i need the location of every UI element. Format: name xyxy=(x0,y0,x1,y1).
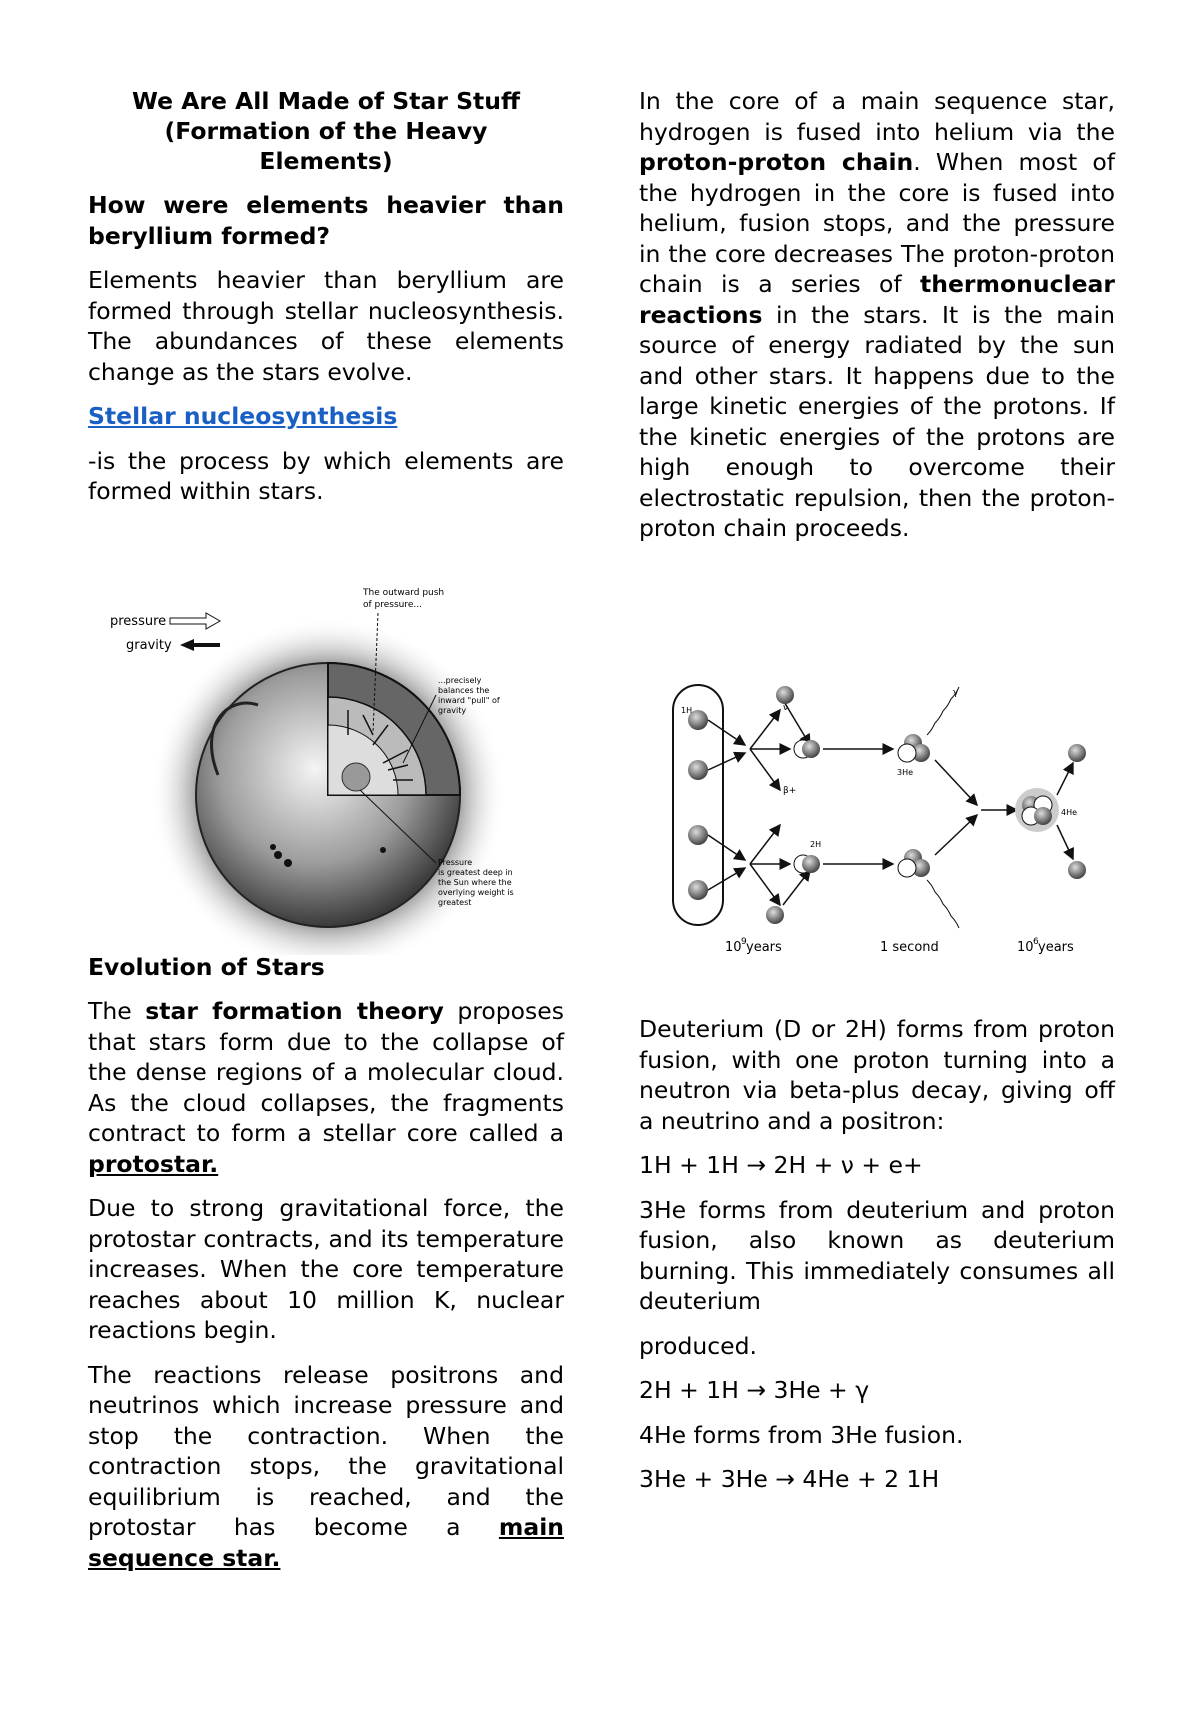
svg-text:4He: 4He xyxy=(1061,808,1078,817)
svg-text:gravity: gravity xyxy=(438,706,467,715)
svg-text:overlying weight is: overlying weight is xyxy=(438,888,514,897)
svg-text:Pressure: Pressure xyxy=(438,858,473,867)
gravity-arrow-icon xyxy=(180,639,220,651)
definition-paragraph: -is the process by which elements are formed within stars. xyxy=(88,446,564,505)
reactions-section xyxy=(639,1014,1115,1509)
svg-text:inward "pull" of: inward "pull" of xyxy=(438,696,500,705)
svg-text:of pressure...: of pressure... xyxy=(363,600,422,610)
evolution-heading: Evolution of Stars xyxy=(88,953,325,981)
svg-text:years: years xyxy=(1038,940,1074,955)
evolution-section xyxy=(88,952,564,1587)
svg-text:the Sun where the: the Sun where the xyxy=(438,878,512,887)
equation-helium4: 3He + 3He → 4He + 2 1H xyxy=(639,1465,940,1493)
protostar-link[interactable]: protostar. xyxy=(88,1149,219,1178)
svg-text:The outward push: The outward push xyxy=(363,588,445,598)
main-sequence-link[interactable]: main sequence star. xyxy=(88,1513,564,1572)
svg-text:years: years xyxy=(746,940,782,955)
left-column xyxy=(88,86,564,521)
equation-helium3: 2H + 1H → 3He + γ xyxy=(639,1376,870,1404)
pressure-arrow-icon xyxy=(170,613,220,629)
svg-text:2H: 2H xyxy=(810,840,822,849)
produced-line: produced. xyxy=(639,1331,758,1360)
protostar-paragraph: Due to strong gravitational force, the protostar contracts, and its temperature increases. When the core temperature reaches about 10 million K, nuclear reactions begin. xyxy=(88,1194,564,1344)
main-sequence-paragraph: The reactions release positrons and neutrinos which increase pressure and stop the contraction. When the contraction stops, the gravitational equilibrium is reached, and the protostar has become a main sequence star. xyxy=(88,1360,564,1572)
svg-text:balances the: balances the xyxy=(438,686,490,695)
label-gravity: gravity xyxy=(126,638,172,653)
svg-text:β+: β+ xyxy=(783,786,797,796)
proton-proton-chain-diagram xyxy=(665,665,1125,960)
stellar-nucleosynthesis-link[interactable]: Stellar nucleosynthesis xyxy=(88,402,398,430)
gamma-wave-lower xyxy=(927,880,959,928)
question-heading: How were elements heavier than beryllium formed? xyxy=(88,191,564,250)
svg-text:10: 10 xyxy=(725,940,742,955)
svg-text:9: 9 xyxy=(741,937,747,947)
deuterium-nuclei xyxy=(766,686,820,924)
svg-text:...precisely: ...precisely xyxy=(438,676,482,685)
hydrogen-nuclei xyxy=(688,710,708,900)
stellar-nucleosynthesis-link-row xyxy=(88,401,564,432)
svg-text:γ: γ xyxy=(953,688,959,698)
svg-text:ν: ν xyxy=(783,703,789,713)
helium3-nuclei xyxy=(898,734,930,877)
right-column xyxy=(639,86,1115,558)
intro-paragraph: Elements heavier than beryllium are formed through stellar nucleosynthesis. The abundances of these elements change as the stars evolve. xyxy=(88,266,564,386)
svg-text:3He: 3He xyxy=(897,768,914,777)
svg-text:6: 6 xyxy=(1033,937,1039,947)
svg-text:1H: 1H xyxy=(681,706,693,715)
equation-deuterium: 1H + 1H → 2H + ν + e+ xyxy=(639,1151,923,1179)
star-core xyxy=(342,763,370,791)
svg-text:10: 10 xyxy=(1017,940,1034,955)
helium3-paragraph: 3He forms from deuterium and proton fusion, also known as deuterium burning. This immediately consumes all deuterium xyxy=(639,1195,1115,1315)
label-pressure: pressure xyxy=(110,614,167,629)
helium4-nucleus xyxy=(1022,796,1052,825)
star-formation-paragraph: The star formation theory proposes that stars form due to the collapse of the dense regions of a molecular cloud. As the cloud collapses, the fragments contract to form a stellar core called a protostar. xyxy=(88,997,564,1178)
document-title: We Are All Made of Star Stuff (Formation of the Heavy Elements) xyxy=(131,87,521,175)
svg-text:1 second: 1 second xyxy=(880,940,939,955)
deuterium-paragraph: Deuterium (D or 2H) forms from proton fusion, with one proton turning into a neutron via beta-plus decay, giving off a neutrino and a positron: xyxy=(639,1015,1115,1135)
svg-text:greatest: greatest xyxy=(438,898,472,907)
svg-text:is greatest deep in: is greatest deep in xyxy=(438,868,513,877)
star-cross-section-figure xyxy=(108,585,548,955)
proton-chain-paragraph: In the core of a main sequence star, hydrogen is fused into helium via the proton-proton chain. When most of the hydrogen in the core is fused into helium, fusion stops, and the pressure in the core decreases The proton-proton chain is a series of thermonuclear reactions in the stars. It is the main source of energy radiated by the sun and other stars. It happens due to the large kinetic energies of the protons. If the kinetic energies of the protons are high enough to overcome their electrostatic repulsion, then the proton-proton chain proceeds. xyxy=(639,87,1115,542)
helium4-paragraph: 4He forms from 3He fusion. xyxy=(639,1420,964,1449)
